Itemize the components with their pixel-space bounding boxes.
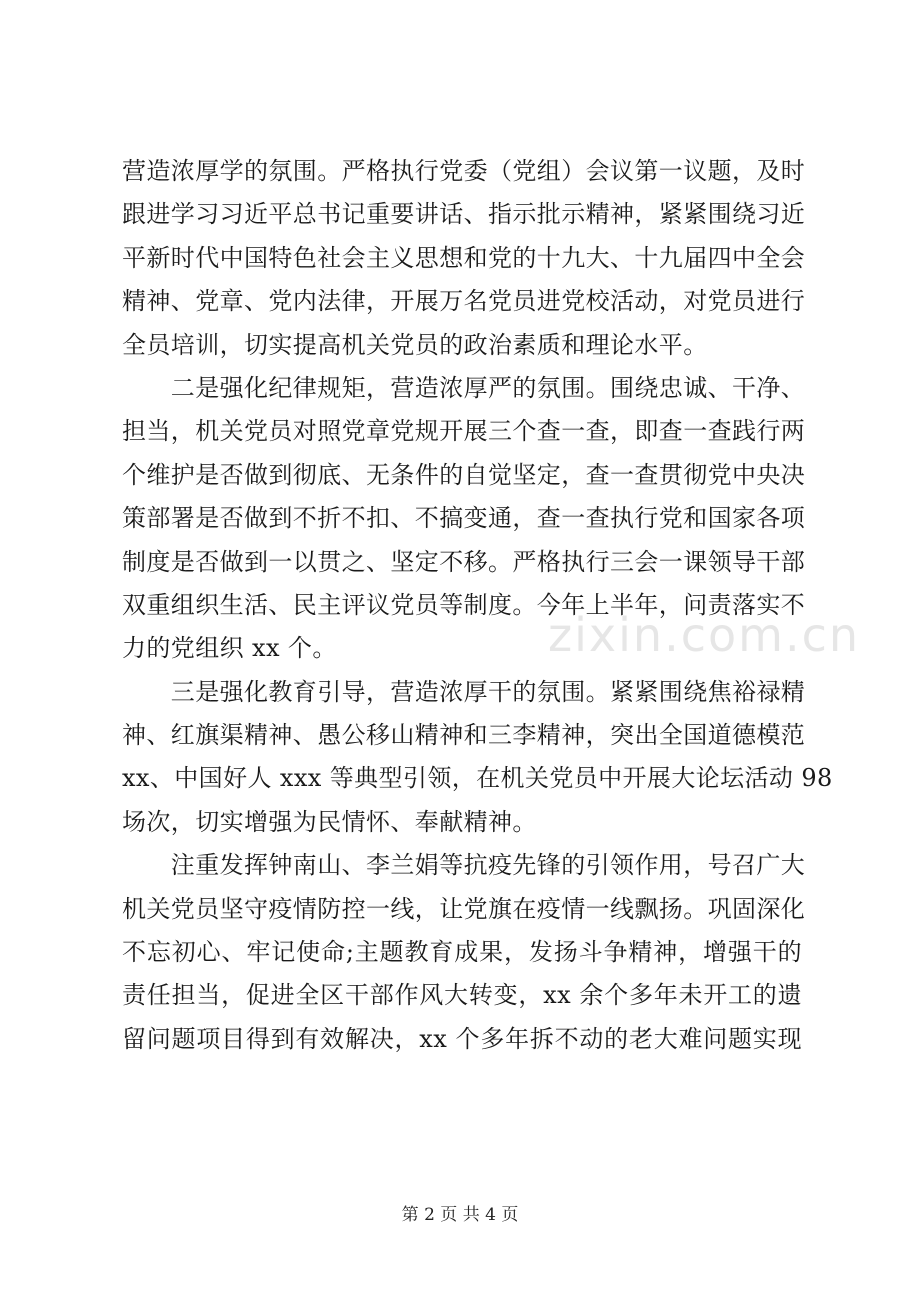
text-line: 场次，切实增强为民情怀、奉献精神。 (122, 807, 537, 836)
watermark: zixin.com.cn (548, 608, 861, 662)
text-line: xx、中国好人 xxx 等典型引领，在机关党员中开展大论坛活动 98 (122, 764, 833, 793)
text-line: 担当，机关党员对照党章党规开展三个查一查，即查一查践行两 (122, 417, 806, 446)
text-line: 力的党组织 xx 个。 (122, 634, 337, 663)
text-line: 双重组织生活、民主评议党员等制度。今年上半年，问责落实不 (122, 590, 806, 619)
text-line: 个维护是否做到彻底、无条件的自觉坚定，查一查贯彻党中央决 (122, 460, 806, 489)
text-line: 二是强化纪律规矩，营造浓厚严的氛围。围绕忠诚、干净、 (122, 373, 806, 402)
text-line: 机关党员坚守疫情防控一线，让党旗在疫情一线飘扬。巩固深化 (122, 894, 806, 923)
text-line: 跟进学习习近平总书记重要讲话、指示批示精神，紧紧围绕习近 (122, 200, 806, 229)
text-line: 神、红旗渠精神、愚公移山精神和三李精神，突出全国道德模范 (122, 721, 806, 750)
text-line: 制度是否做到一以贯之、坚定不移。严格执行三会一课领导干部 (122, 547, 806, 576)
text-line: 营造浓厚学的氛围。严格执行党委（党组）会议第一议题，及时 (122, 157, 806, 185)
text-line: 注重发挥钟南山、李兰娟等抗疫先锋的引领作用，号召广大 (122, 851, 806, 880)
body-text (122, 150, 833, 1061)
text-line: 三是强化教育引导，营造浓厚干的氛围。紧紧围绕焦裕禄精 (122, 677, 806, 706)
text-line: 策部署是否做到不折不扣、不搞变通，查一查执行党和国家各项 (122, 504, 806, 533)
text-line: 平新时代中国特色社会主义思想和党的十九大、十九届四中全会 (122, 243, 806, 272)
text-line: 留问题项目得到有效解决，xx 个多年拆不动的老大难问题实现 (122, 1024, 802, 1053)
text-line: 责任担当，促进全区干部作风大转变，xx 余个多年未开工的遗 (122, 981, 802, 1010)
text-line: 不忘初心、牢记使命;主题教育成果，发扬斗争精神，增强干的 (122, 938, 802, 967)
page-footer: 第 2 页 共 4 页 (401, 1205, 519, 1225)
text-line: 全员培训，切实提高机关党员的政治素质和理论水平。 (122, 330, 708, 359)
text-line: 精神、党章、党内法律，开展万名党员进党校活动，对党员进行 (122, 287, 806, 316)
